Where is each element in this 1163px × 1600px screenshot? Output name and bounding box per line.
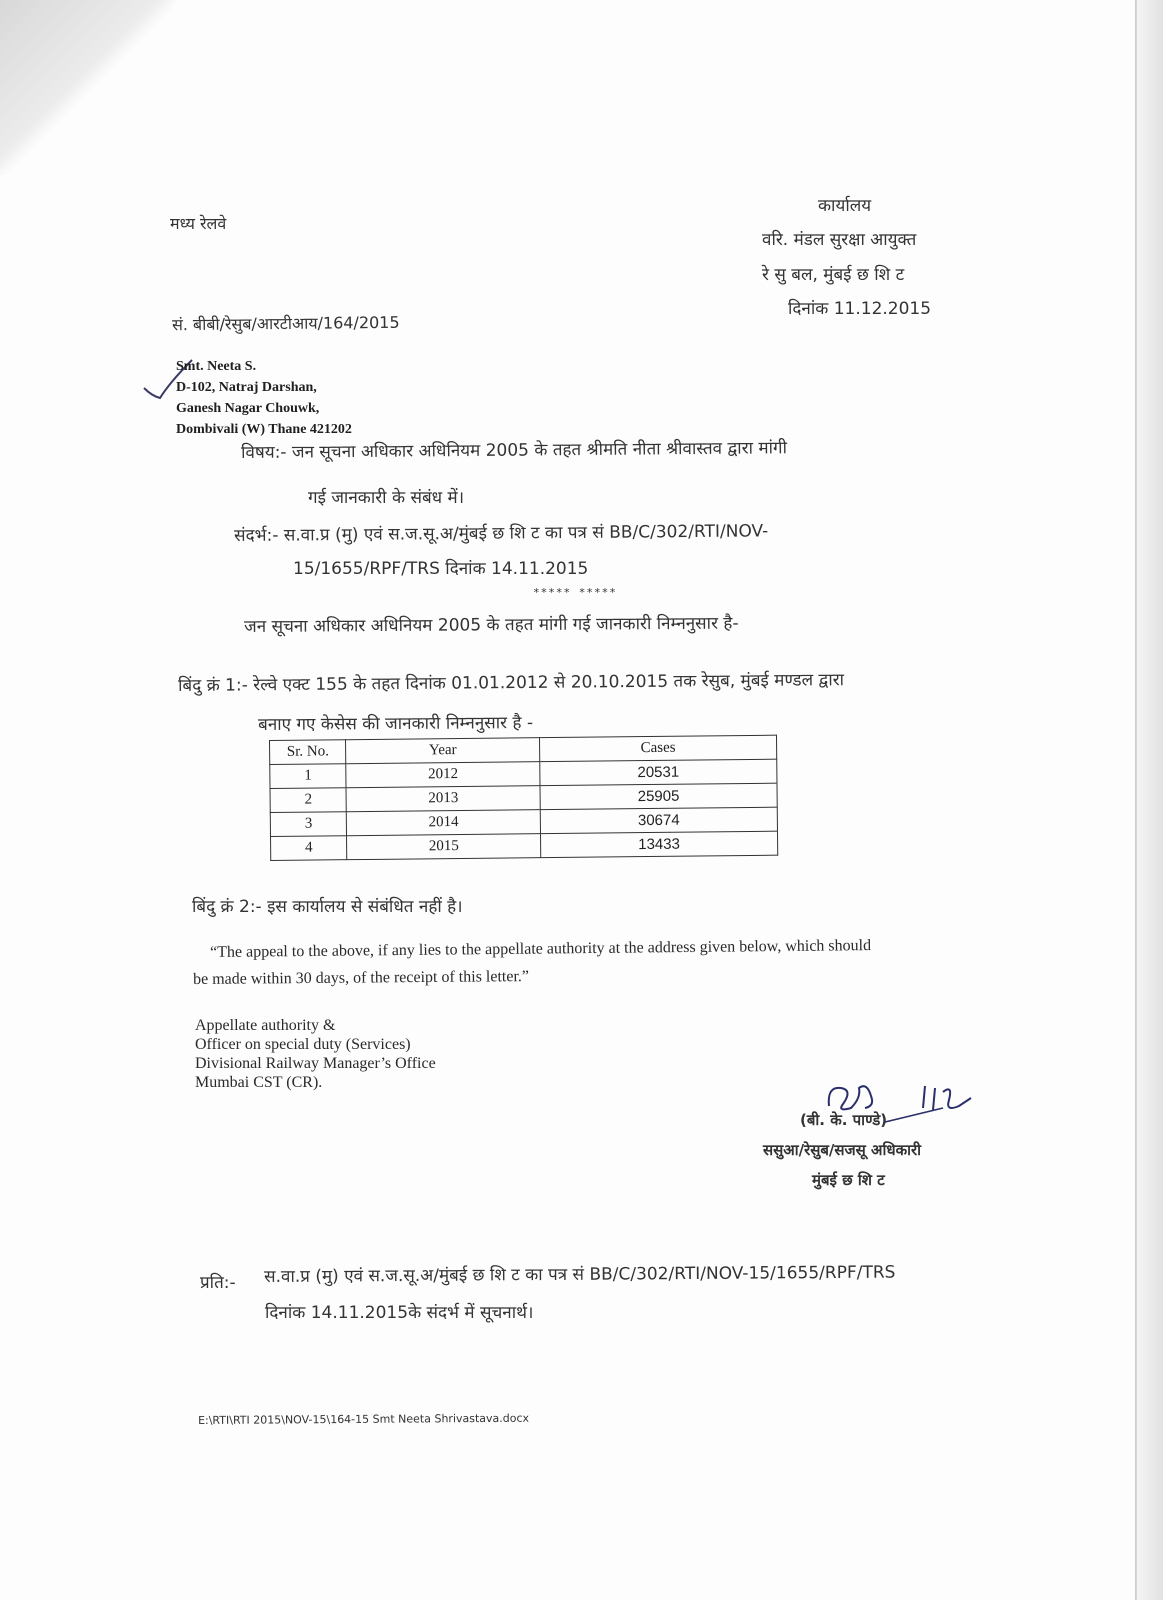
recipient-name: Smt. Neeta S. [176,359,257,374]
reference-line-1: संदर्भ:- स.वा.प्र (मु) एवं स.ज.सू.अ/मुंबई छ शि ट का पत्र सं BB/C/302/RTI/NOV- [234,521,769,546]
cell-sr-no: 3 [270,812,347,837]
cell-cases: 30674 [540,807,777,833]
authority-line-4: Mumbai CST (CR). [195,1074,323,1091]
copy-to-line-1: स.वा.प्र (मु) एवं स.ज.सू.अ/मुंबई छ शि ट का पत्र सं BB/C/302/RTI/NOV-15/1655/RPF/TRS [264,1262,896,1287]
signatory-name: (बी. के. पाण्डे) [800,1111,888,1129]
cell-cases: 20531 [540,759,777,785]
cell-year: 2015 [347,834,541,860]
cell-cases: 25905 [540,783,777,809]
header-sr-no: Sr. No. [270,740,347,765]
signatory-designation: ससुआ/रेसुब/सजसू अधिकारी [763,1141,922,1159]
letter-date: दिनांक 11.12.2015 [788,299,932,319]
authority-line-3: Divisional Railway Manager’s Office [195,1055,436,1072]
cell-year: 2012 [346,762,540,788]
office-label: कार्यालय [818,196,872,216]
recipient-address-3: Dombivali (W) Thane 421202 [176,422,352,437]
point-1-line-1: बिंदु क्रं 1:- रेल्वे एक्ट 155 के तहत दिनांक 01.01.2012 से 20.10.2015 तक रेसुब, मुंबई मण्डल द्वारा [178,670,845,696]
point-1-line-2: बनाए गए केसेस की जानकारी निम्ननुसार है - [258,713,534,735]
subject-line-2: गई जानकारी के संबंध में। [308,488,465,508]
header-cases: Cases [539,735,776,761]
file-path: E:\RTI\RTI 2015\NOV-15\164-15 Smt Neeta Shrivastava.docx [198,1411,530,1427]
signatory-place: मुंबई छ शि ट [812,1171,885,1189]
cases-table [269,735,778,861]
cell-year: 2014 [347,810,541,836]
separator-stars: ***** ***** [533,586,617,599]
authority-line-2: Officer on special duty (Services) [195,1036,411,1053]
page-edge [1136,0,1163,1600]
copy-to-label: प्रति:- [200,1273,236,1293]
intro-line: जन सूचना अधिकार अधिनियम 2005 के तहत मांगी गई जानकारी निम्ननुसार है- [244,613,739,637]
cell-sr-no: 1 [270,764,347,789]
reference-number: सं. बीबी/रेसुब/आरटीआय/164/2015 [171,312,400,335]
cell-sr-no: 2 [270,788,347,813]
folded-corner [0,0,175,175]
appeal-line-2: be made within 30 days, of the receipt of this letter.” [193,968,530,988]
appeal-line-1: “The appeal to the above, if any lies to the appellate authority at the address given below, which should [210,937,872,961]
office-location: रे सु बल, मुंबई छ शि ट [762,265,905,285]
subject-line-1: विषय:- जन सूचना अधिकार अधिनियम 2005 के तहत श्रीमति नीता श्रीवास्तव द्वारा मांगी [241,438,788,463]
point-2-line: बिंदु क्रं 2:- इस कार्यालय से संबंधित नहीं है। [192,897,463,917]
reference-line-2: 15/1655/RPF/TRS दिनांक 14.11.2015 [293,559,589,579]
cell-sr-no: 4 [271,836,348,861]
officer-title: वरि. मंडल सुरक्षा आयुक्त [762,230,917,250]
table-row [271,831,778,860]
org-name: मध्य रेलवे [170,214,227,233]
recipient-address-2: Ganesh Nagar Chouwk, [176,401,320,416]
recipient-address-1: D-102, Natraj Darshan, [176,380,317,395]
cell-cases: 13433 [540,831,777,857]
authority-line-1: Appellate authority & [195,1017,336,1034]
cell-year: 2013 [346,786,540,812]
header-year: Year [346,738,540,764]
copy-to-line-2: दिनांक 14.11.2015के संदर्भ में सूचनार्थ। [265,1303,534,1323]
